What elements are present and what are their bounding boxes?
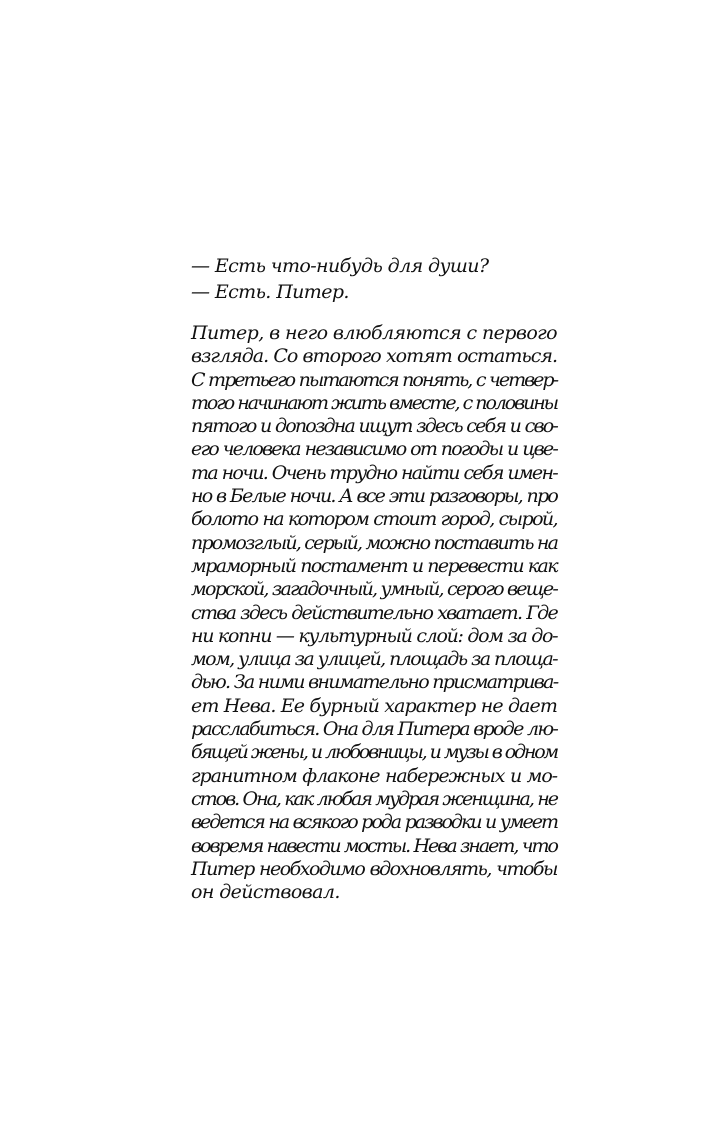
text-line: расслабиться. Она для Питера вроде лю- (191, 718, 558, 741)
paragraph (191, 322, 557, 904)
text-line: ства здесь действительно хватает. Где (191, 601, 557, 624)
text-line: гранитном флаконе набережных и мо- (191, 764, 557, 787)
text-line: бящей жены, и любовницы, и музы в одном (191, 741, 557, 764)
text-line: пятого и допоздна ищут здесь себя и сво- (191, 415, 557, 438)
text-line: но в Белые ночи. А все эти разговоры, про (191, 485, 557, 508)
text-line: С третьего пытаются понять, с четвер- (191, 368, 557, 391)
text-line: дью. За ними внимательно присматрива- (191, 671, 558, 694)
dialogue-answer: — Есть. Питер. (191, 281, 349, 303)
text-line: стов. Она, как любая мудрая женщина, не (191, 787, 557, 810)
text-line: его человека независимо от погоды и цве- (191, 438, 557, 461)
text-line: он действовал. (191, 881, 340, 904)
text-line: промозглый, серый, можно поставить на (191, 531, 558, 554)
text-line: того начинают жить вместе, с половины (191, 391, 557, 414)
text-line: ведется на всякого рода разводки и умеет (191, 811, 557, 834)
text-line: болото на котором стоит город, сырой, (191, 508, 557, 531)
dialogue-block (191, 253, 561, 305)
text-line: ни копни — культурный слой: дом за до- (191, 624, 558, 647)
text-line: взгляда. Со второго хотят остаться. (191, 345, 557, 368)
text-line: морской, загадочный, умный, серого веще- (191, 578, 557, 601)
text-line: вовремя навести мосты. Нева знает, что (191, 834, 557, 857)
text-line: Питер, в него влюбляются с первого (191, 322, 557, 344)
text-line: Питер необходимо вдохновлять, чтобы (191, 857, 557, 880)
text-line: мраморный постамент и перевести как (191, 554, 557, 577)
text-line: та ночи. Очень трудно найти себя имен- (191, 461, 557, 484)
dialogue-question: — Есть что-нибудь для души? (191, 255, 489, 277)
text-line: ет Нева. Ее бурный характер не дает (191, 694, 557, 717)
text-line: мом, улица за улицей, площадь за площа- (191, 648, 557, 671)
